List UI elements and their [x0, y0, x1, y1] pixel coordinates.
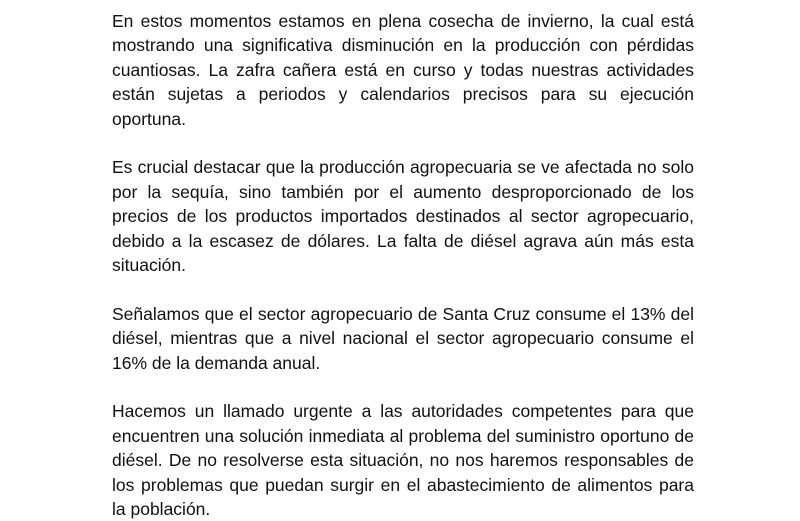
paragraph-harvest: En estos momentos estamos en plena cosecha de invierno, la cual está mostrando una significativa disminución en la producción con pérdidas cuantiosas. La zafra cañera está en curso y todas nuestras actividades están sujetas a periodos y calendarios precisos para su ejecución oportuna. [112, 11, 694, 129]
document-body [112, 9, 694, 521]
paragraph-drought: Es crucial destacar que la producción agropecuaria se ve afectada no solo por la sequía, sino también por el aumento desproporcionado de los precios de los productos importados destinados al sector agropecuario, debido a la escasez de dólares. La falta de diésel agrava aún más esta situación. [112, 157, 694, 276]
paragraph-urgent-call: Hacemos un llamado urgente a las autoridades competentes para que encuentren una solución inmediata al problema del suministro oportuno de diésel. De no resolverse esta situación, no nos haremos responsables de los problemas que puedan surgir en el abastecimiento de alimentos para la población. [112, 401, 694, 520]
paragraph-diesel-consumption: Señalamos que el sector agropecuario de Santa Cruz consume el 13% del diésel, mientras que a nivel nacional el sector agropecuario consume el 16% de la demanda anual. [112, 303, 694, 373]
